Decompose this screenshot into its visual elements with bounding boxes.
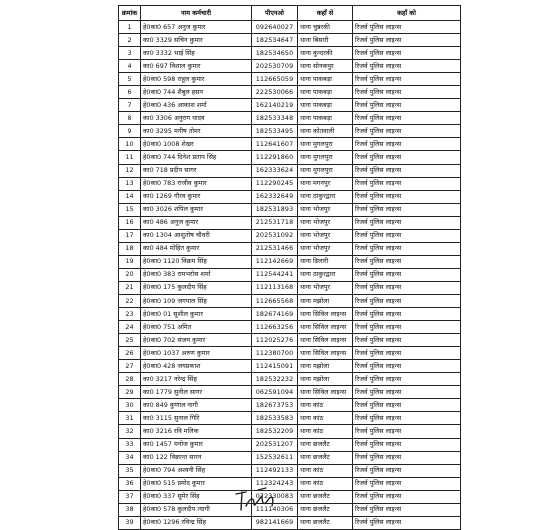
from-station-cell: थाना कांठ bbox=[298, 464, 353, 477]
employee-name-cell: हे0का0 794 अश्वनी सिंह bbox=[141, 464, 252, 477]
pno-cell: 112142669 bbox=[252, 255, 298, 268]
employee-name-cell: हे0का0 657 अनुज कुमार bbox=[141, 21, 252, 34]
employee-name-cell: हे0का0 436 आकाश शर्मा bbox=[141, 99, 252, 112]
table-row bbox=[119, 73, 461, 86]
serial-no-cell: 10 bbox=[119, 138, 141, 151]
from-station-cell: थाना पाकबड़ा bbox=[298, 112, 353, 125]
table-row bbox=[119, 399, 461, 412]
serial-no-cell: 11 bbox=[119, 151, 141, 164]
table-row bbox=[119, 203, 461, 216]
pno-cell: 062591094 bbox=[252, 386, 298, 399]
serial-no-cell: 6 bbox=[119, 86, 141, 99]
employee-name-cell: हे0का0 175 कुलदीप सिंह bbox=[141, 281, 252, 294]
pno-cell: 162140219 bbox=[252, 99, 298, 112]
from-station-cell: थाना कांठ bbox=[298, 477, 353, 490]
employee-name-cell: का0 486 अनुज कुमार bbox=[141, 216, 252, 229]
pno-cell: 092640027 bbox=[252, 21, 298, 34]
table-row bbox=[119, 177, 461, 190]
from-station-cell: थाना पाकबड़ा bbox=[298, 86, 353, 99]
from-station-cell: थाना ठाकुरद्वारा bbox=[298, 268, 353, 281]
serial-no-cell: 25 bbox=[119, 334, 141, 347]
to-station-cell: रिजर्व पुलिस लाइन्स bbox=[353, 21, 461, 34]
from-station-cell: थाना भोजपुर bbox=[298, 216, 353, 229]
from-station-cell: थाना कुन्दरकी bbox=[298, 47, 353, 60]
to-station-cell: रिजर्व पुलिस लाइन्स bbox=[353, 138, 461, 151]
pno-cell: 112492133 bbox=[252, 464, 298, 477]
to-station-cell: रिजर्व पुलिस लाइन्स bbox=[353, 308, 461, 321]
from-station-cell: थाना भोजपुर bbox=[298, 281, 353, 294]
pno-cell: 182674169 bbox=[252, 308, 298, 321]
table-row bbox=[119, 425, 461, 438]
pno-cell: 112291860 bbox=[252, 151, 298, 164]
table-row bbox=[119, 308, 461, 321]
employee-name-cell: का0 849 कुणाल नागी bbox=[141, 399, 252, 412]
to-station-cell: रिजर्व पुलिस लाइन्स bbox=[353, 216, 461, 229]
to-station-cell: रिजर्व पुलिस लाइन्स bbox=[353, 503, 461, 516]
header-to: कहाँ को bbox=[353, 6, 461, 21]
table-row bbox=[119, 47, 461, 60]
employee-name-cell: का0 1457 मनोज कुमार bbox=[141, 438, 252, 451]
from-station-cell: थाना छजलैट bbox=[298, 438, 353, 451]
from-station-cell: थाना चुन्नरकी bbox=[298, 21, 353, 34]
pno-cell: 182533348 bbox=[252, 112, 298, 125]
from-station-cell: थाना बिसारी bbox=[298, 34, 353, 47]
pno-cell: 182673753 bbox=[252, 399, 298, 412]
employee-name-cell: हे0का0 783 राजीव कुमार bbox=[141, 177, 252, 190]
pno-cell: 112544241 bbox=[252, 268, 298, 281]
pno-cell: 112380700 bbox=[252, 347, 298, 360]
employee-name-cell: हे0का0 751 अमित bbox=[141, 321, 252, 334]
pno-cell: 212531718 bbox=[252, 216, 298, 229]
to-station-cell: रिजर्व पुलिस लाइन्स bbox=[353, 177, 461, 190]
to-station-cell: रिजर्व पुलिस लाइन्स bbox=[353, 229, 461, 242]
serial-no-cell: 22 bbox=[119, 294, 141, 307]
to-station-cell: रिजर्व पुलिस लाइन्स bbox=[353, 255, 461, 268]
pno-cell: 112665059 bbox=[252, 73, 298, 86]
to-station-cell: रिजर्व पुलिस लाइन्स bbox=[353, 203, 461, 216]
to-station-cell: रिजर्व पुलिस लाइन्स bbox=[353, 451, 461, 464]
to-station-cell: रिजर्व पुलिस लाइन्स bbox=[353, 334, 461, 347]
serial-no-cell: 19 bbox=[119, 255, 141, 268]
serial-no-cell: 1 bbox=[119, 21, 141, 34]
table-row bbox=[119, 138, 461, 151]
to-station-cell: रिजर्व पुलिस लाइन्स bbox=[353, 360, 461, 373]
table-row bbox=[119, 360, 461, 373]
employee-name-cell: का0 3306 अनुराग यादव bbox=[141, 112, 252, 125]
serial-no-cell: 36 bbox=[119, 477, 141, 490]
from-station-cell: थाना कांठ bbox=[298, 425, 353, 438]
to-station-cell: रिजर्व पुलिस लाइन्स bbox=[353, 386, 461, 399]
from-station-cell: थाना पाकबड़ा bbox=[298, 73, 353, 86]
table-row bbox=[119, 21, 461, 34]
serial-no-cell: 5 bbox=[119, 73, 141, 86]
pno-cell: 182532232 bbox=[252, 373, 298, 386]
to-station-cell: रिजर्व पुलिस लाइन्स bbox=[353, 321, 461, 334]
table-row bbox=[119, 373, 461, 386]
from-station-cell: थाना कोतवाली bbox=[298, 125, 353, 138]
table-row bbox=[119, 242, 461, 255]
table-header-row bbox=[119, 6, 461, 21]
table-row bbox=[119, 451, 461, 464]
from-station-cell: थाना मझोला bbox=[298, 294, 353, 307]
serial-no-cell: 39 bbox=[119, 516, 141, 529]
to-station-cell: रिजर्व पुलिस लाइन्स bbox=[353, 347, 461, 360]
serial-no-cell: 28 bbox=[119, 373, 141, 386]
employee-name-cell: हे0का0 01 सुशील कुमार bbox=[141, 308, 252, 321]
pno-cell: 112663256 bbox=[252, 321, 298, 334]
to-station-cell: रिजर्व पुलिस लाइन्स bbox=[353, 190, 461, 203]
employee-name-cell: हे0का0 428 जयप्रकाश bbox=[141, 360, 252, 373]
serial-no-cell: 35 bbox=[119, 464, 141, 477]
header-serial-no: क्रमांक bbox=[119, 6, 141, 21]
to-station-cell: रिजर्व पुलिस लाइन्स bbox=[353, 464, 461, 477]
to-station-cell: रिजर्व पुलिस लाइन्स bbox=[353, 34, 461, 47]
pno-cell: 182534650 bbox=[252, 47, 298, 60]
pno-cell: 182533583 bbox=[252, 412, 298, 425]
serial-no-cell: 23 bbox=[119, 308, 141, 321]
pno-cell: 112324243 bbox=[252, 477, 298, 490]
table-body bbox=[119, 21, 461, 530]
from-station-cell: थाना कांठ bbox=[298, 399, 353, 412]
serial-no-cell: 21 bbox=[119, 281, 141, 294]
employee-name-cell: हे0का0 702 संजय कुमार bbox=[141, 334, 252, 347]
serial-no-cell: 2 bbox=[119, 34, 141, 47]
table-row bbox=[119, 464, 461, 477]
employee-name-cell: हे0का0 744 शैबुल हसन bbox=[141, 86, 252, 99]
serial-no-cell: 12 bbox=[119, 164, 141, 177]
from-station-cell: थाना सिविल लाइन्स bbox=[298, 386, 353, 399]
table-row bbox=[119, 412, 461, 425]
serial-no-cell: 33 bbox=[119, 438, 141, 451]
from-station-cell: थाना कांठ bbox=[298, 412, 353, 425]
pno-cell: 212531466 bbox=[252, 242, 298, 255]
to-station-cell: रिजर्व पुलिस लाइन्स bbox=[353, 125, 461, 138]
to-station-cell: रिजर्व पुलिस लाइन्स bbox=[353, 86, 461, 99]
employee-name-cell: हे0का0 337 सुमेर सिंह bbox=[141, 490, 252, 503]
serial-no-cell: 32 bbox=[119, 425, 141, 438]
pno-cell: 202531207 bbox=[252, 438, 298, 451]
to-station-cell: रिजर्व पुलिस लाइन्स bbox=[353, 490, 461, 503]
employee-name-cell: का0 697 विशाल कुमार bbox=[141, 60, 252, 73]
table-row bbox=[119, 125, 461, 138]
to-station-cell: रिजर्व पुलिस लाइन्स bbox=[353, 477, 461, 490]
header-pno: पीएनओ bbox=[252, 6, 298, 21]
serial-no-cell: 13 bbox=[119, 177, 141, 190]
from-station-cell: थाना छजलैट bbox=[298, 503, 353, 516]
serial-no-cell: 31 bbox=[119, 412, 141, 425]
serial-no-cell: 34 bbox=[119, 451, 141, 464]
table-row bbox=[119, 281, 461, 294]
pno-cell: 162333624 bbox=[252, 164, 298, 177]
from-station-cell: थाना सिविल लाइन्स bbox=[298, 308, 353, 321]
to-station-cell: रिजर्व पुलिस लाइन्स bbox=[353, 516, 461, 529]
pno-cell: 182531893 bbox=[252, 203, 298, 216]
employee-name-cell: हे0का0 598 राहुल कुमार bbox=[141, 73, 252, 86]
table-row bbox=[119, 86, 461, 99]
to-station-cell: रिजर्व पुलिस लाइन्स bbox=[353, 47, 461, 60]
employee-name-cell: का0 122 विक्रान्त सारन bbox=[141, 451, 252, 464]
serial-no-cell: 18 bbox=[119, 242, 141, 255]
serial-no-cell: 8 bbox=[119, 112, 141, 125]
table-row bbox=[119, 190, 461, 203]
table-row bbox=[119, 216, 461, 229]
from-station-cell: थाना सोनकपुर bbox=[298, 60, 353, 73]
to-station-cell: रिजर्व पुलिस लाइन्स bbox=[353, 268, 461, 281]
serial-no-cell: 30 bbox=[119, 399, 141, 412]
pno-cell: 111140306 bbox=[252, 503, 298, 516]
from-station-cell: थाना सिविल लाइन्स bbox=[298, 321, 353, 334]
employee-name-cell: हे0का0 383 रामभरोस शर्मा bbox=[141, 268, 252, 281]
table-row bbox=[119, 34, 461, 47]
from-station-cell: थाना ठाकुरद्वारा bbox=[298, 190, 353, 203]
employee-name-cell: का0 484 मोहित कुमार bbox=[141, 242, 252, 255]
employee-name-cell: हे0का0 578 कुलदीप त्यागी bbox=[141, 503, 252, 516]
pno-cell: 182533495 bbox=[252, 125, 298, 138]
from-station-cell: थाना भोजपुर bbox=[298, 229, 353, 242]
serial-no-cell: 24 bbox=[119, 321, 141, 334]
employee-name-cell: हे0का0 1296 रविन्द्र सिंह bbox=[141, 516, 252, 529]
table-row bbox=[119, 112, 461, 125]
employee-name-cell: का0 3217 नरेन्द्र सिंह bbox=[141, 373, 252, 386]
employee-name-cell: का0 1779 सुनील सागर bbox=[141, 386, 252, 399]
to-station-cell: रिजर्व पुलिस लाइन्स bbox=[353, 294, 461, 307]
table-row bbox=[119, 386, 461, 399]
to-station-cell: रिजर्व पुलिस लाइन्स bbox=[353, 281, 461, 294]
employee-name-cell: का0 3115 सुनाल गिरि bbox=[141, 412, 252, 425]
employee-name-cell: का0 718 प्रदीप सागर bbox=[141, 164, 252, 177]
table-row bbox=[119, 60, 461, 73]
table-row bbox=[119, 268, 461, 281]
pno-cell: 182532209 bbox=[252, 425, 298, 438]
pno-cell: 112025276 bbox=[252, 334, 298, 347]
from-station-cell: थाना मगनपुर bbox=[298, 177, 353, 190]
to-station-cell: रिजर्व पुलिस लाइन्स bbox=[353, 399, 461, 412]
pno-cell: 152532611 bbox=[252, 451, 298, 464]
to-station-cell: रिजर्व पुलिस लाइन्स bbox=[353, 412, 461, 425]
from-station-cell: थाना भोजपुर bbox=[298, 242, 353, 255]
transfer-list-sheet bbox=[118, 5, 461, 530]
employee-name-cell: हे0का0 1037 अरुण कुमार bbox=[141, 347, 252, 360]
to-station-cell: रिजर्व पुलिस लाइन्स bbox=[353, 60, 461, 73]
serial-no-cell: 14 bbox=[119, 190, 141, 203]
table-row bbox=[119, 255, 461, 268]
from-station-cell: थाना छजलैट bbox=[298, 516, 353, 529]
from-station-cell: थाना पाकबड़ा bbox=[298, 99, 353, 112]
to-station-cell: रिजर्व पुलिस लाइन्स bbox=[353, 99, 461, 112]
serial-no-cell: 26 bbox=[119, 347, 141, 360]
serial-no-cell: 17 bbox=[119, 229, 141, 242]
employee-name-cell: का0 3329 सचिन कुमार bbox=[141, 34, 252, 47]
pno-cell: 202531092 bbox=[252, 229, 298, 242]
to-station-cell: रिजर्व पुलिस लाइन्स bbox=[353, 373, 461, 386]
serial-no-cell: 7 bbox=[119, 99, 141, 112]
to-station-cell: रिजर्व पुलिस लाइन्स bbox=[353, 242, 461, 255]
employee-name-cell: का0 3295 मनीष तोमर bbox=[141, 125, 252, 138]
officer-signature bbox=[232, 484, 302, 514]
employee-name-cell: हे0का0 1120 विक्रम सिंह bbox=[141, 255, 252, 268]
pno-cell: 112290245 bbox=[252, 177, 298, 190]
serial-no-cell: 29 bbox=[119, 386, 141, 399]
header-employee-name: नाम कर्मचारी bbox=[141, 6, 252, 21]
from-station-cell: थाना मुगलपुरा bbox=[298, 151, 353, 164]
header-from: कहाँ से bbox=[298, 6, 353, 21]
to-station-cell: रिजर्व पुलिस लाइन्स bbox=[353, 438, 461, 451]
from-station-cell: थाना छजलैट bbox=[298, 451, 353, 464]
transfer-table bbox=[118, 5, 461, 530]
from-station-cell: थाना मुगलपुरा bbox=[298, 138, 353, 151]
employee-name-cell: का0 3026 शपिल कुमार bbox=[141, 203, 252, 216]
employee-name-cell: हे0का0 109 जगपाल सिंह bbox=[141, 294, 252, 307]
pno-cell: 202530709 bbox=[252, 60, 298, 73]
from-station-cell: थाना मझोला bbox=[298, 360, 353, 373]
from-station-cell: थाना डिलारी bbox=[298, 255, 353, 268]
serial-no-cell: 4 bbox=[119, 60, 141, 73]
table-row bbox=[119, 438, 461, 451]
table-row bbox=[119, 334, 461, 347]
pno-cell: 072330083 bbox=[252, 490, 298, 503]
serial-no-cell: 20 bbox=[119, 268, 141, 281]
serial-no-cell: 38 bbox=[119, 503, 141, 516]
serial-no-cell: 9 bbox=[119, 125, 141, 138]
employee-name-cell: हे0का0 744 दिनेश प्रताप सिंह bbox=[141, 151, 252, 164]
table-row bbox=[119, 229, 461, 242]
employee-name-cell: का0 3332 भाई सिंह bbox=[141, 47, 252, 60]
employee-name-cell: का0 1269 गौरव कुमार bbox=[141, 190, 252, 203]
serial-no-cell: 16 bbox=[119, 216, 141, 229]
serial-no-cell: 15 bbox=[119, 203, 141, 216]
pno-cell: 112641607 bbox=[252, 138, 298, 151]
to-station-cell: रिजर्व पुलिस लाइन्स bbox=[353, 164, 461, 177]
serial-no-cell: 37 bbox=[119, 490, 141, 503]
pno-cell: 112415091 bbox=[252, 360, 298, 373]
to-station-cell: रिजर्व पुलिस लाइन्स bbox=[353, 425, 461, 438]
pno-cell: 982141669 bbox=[252, 516, 298, 529]
table-row bbox=[119, 151, 461, 164]
pno-cell: 182534647 bbox=[252, 34, 298, 47]
employee-name-cell: का0 1304 आशुतोष चौधरी bbox=[141, 229, 252, 242]
from-station-cell: थाना मुगलपुरा bbox=[298, 164, 353, 177]
to-station-cell: रिजर्व पुलिस लाइन्स bbox=[353, 73, 461, 86]
from-station-cell: थाना मझोला bbox=[298, 373, 353, 386]
pno-cell: 112665568 bbox=[252, 294, 298, 307]
pno-cell: 222530066 bbox=[252, 86, 298, 99]
table-row bbox=[119, 347, 461, 360]
from-station-cell: थाना सिविल लाइन्स bbox=[298, 334, 353, 347]
pno-cell: 162332649 bbox=[252, 190, 298, 203]
table-row bbox=[119, 516, 461, 529]
table-row bbox=[119, 294, 461, 307]
employee-name-cell: हे0का0 1008 शेखर bbox=[141, 138, 252, 151]
employee-name-cell: का0 3216 रवि मलिक bbox=[141, 425, 252, 438]
table-row bbox=[119, 164, 461, 177]
table-row bbox=[119, 99, 461, 112]
serial-no-cell: 27 bbox=[119, 360, 141, 373]
employee-name-cell: हे0का0 515 प्रमोद कुमार bbox=[141, 477, 252, 490]
from-station-cell: थाना सिविल लाइन्स bbox=[298, 347, 353, 360]
to-station-cell: रिजर्व पुलिस लाइन्स bbox=[353, 151, 461, 164]
table-row bbox=[119, 321, 461, 334]
pno-cell: 112113168 bbox=[252, 281, 298, 294]
from-station-cell: थाना भोजपुर bbox=[298, 203, 353, 216]
serial-no-cell: 3 bbox=[119, 47, 141, 60]
from-station-cell: थाना छजलैट bbox=[298, 490, 353, 503]
to-station-cell: रिजर्व पुलिस लाइन्स bbox=[353, 112, 461, 125]
